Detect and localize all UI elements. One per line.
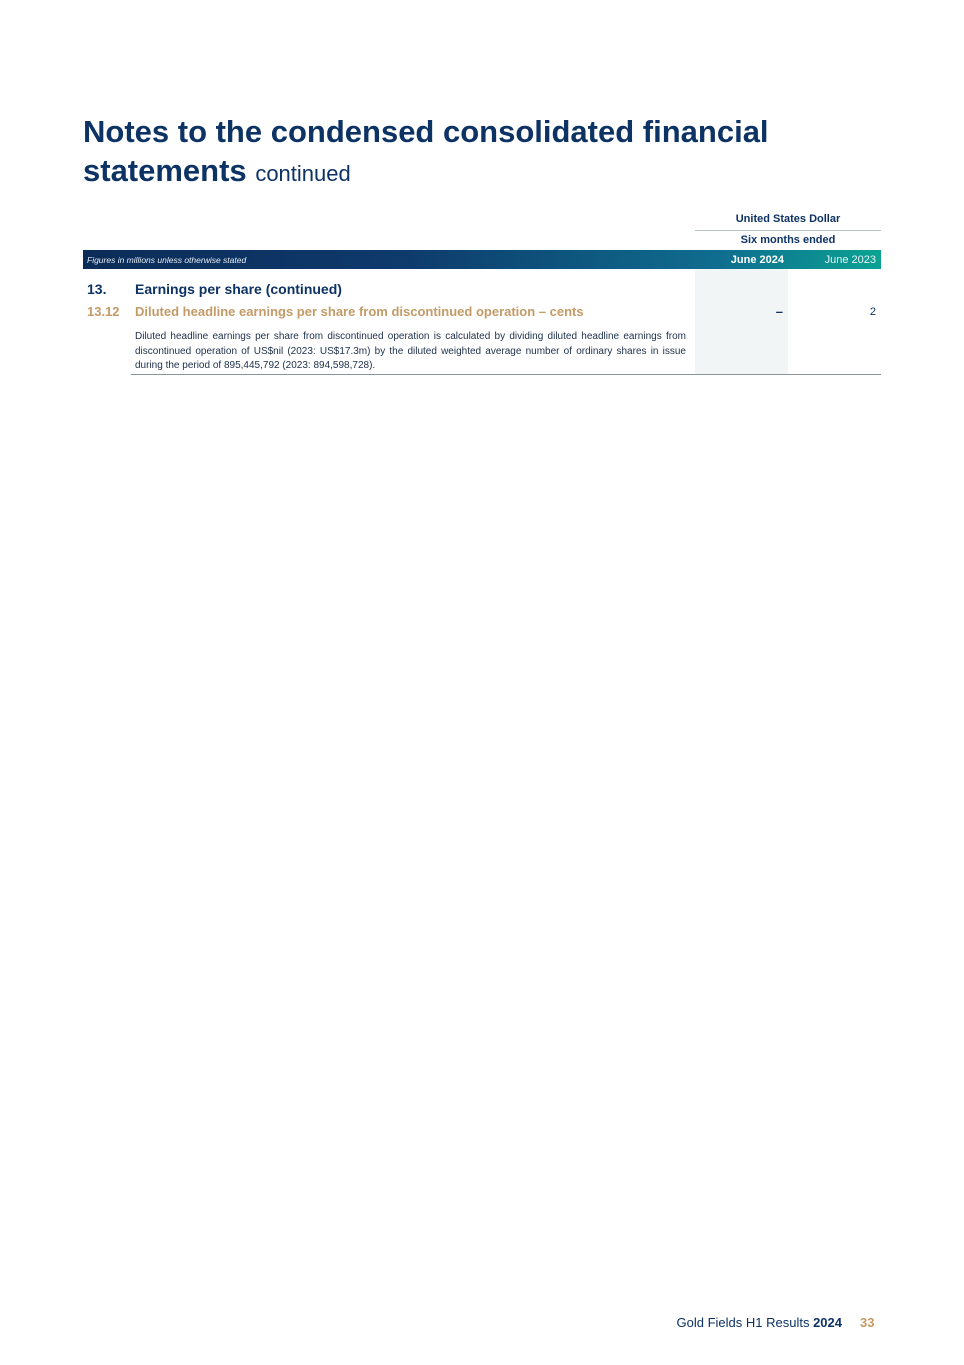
subsection-heading: Diluted headline earnings per share from discontinued operation – cents xyxy=(135,304,584,319)
footer-report-title: Gold Fields H1 Results xyxy=(676,1315,810,1330)
page-number: 33 xyxy=(860,1315,875,1330)
value-prior-period: 2 xyxy=(869,306,876,318)
column-header-current: June 2024 xyxy=(730,254,784,266)
table-bottom-rule xyxy=(131,374,881,375)
current-period-column-shading xyxy=(695,269,788,374)
period-header: Six months ended xyxy=(740,234,836,246)
page-title-suffix: continued xyxy=(255,161,351,186)
value-current-period: – xyxy=(775,304,783,319)
subsection-number: 13.12 xyxy=(87,304,120,319)
footer-report-name xyxy=(677,1315,843,1330)
page-title xyxy=(83,112,903,193)
page-title-main: Notes to the condensed consolidated financial statements xyxy=(83,114,769,188)
column-header-prior: June 2023 xyxy=(824,254,876,266)
currency-header: United States Dollar xyxy=(695,213,881,231)
figures-note: Figures in millions unless otherwise stated xyxy=(87,255,247,265)
section-number: 13. xyxy=(87,281,107,297)
footer-report-year: 2024 xyxy=(813,1315,842,1330)
table-header-band xyxy=(83,250,881,269)
section-heading: Earnings per share (continued) xyxy=(135,281,342,297)
subsection-description: Diluted headline earnings per share from discontinued operation is calculated by dividing diluted headline earnings from discontinued operation of US$nil (2023: US$17.3m) by the diluted weighted average number of ordinary shares in issue during the period of 895,445,792 (2023: 894,598,728). xyxy=(135,331,686,371)
